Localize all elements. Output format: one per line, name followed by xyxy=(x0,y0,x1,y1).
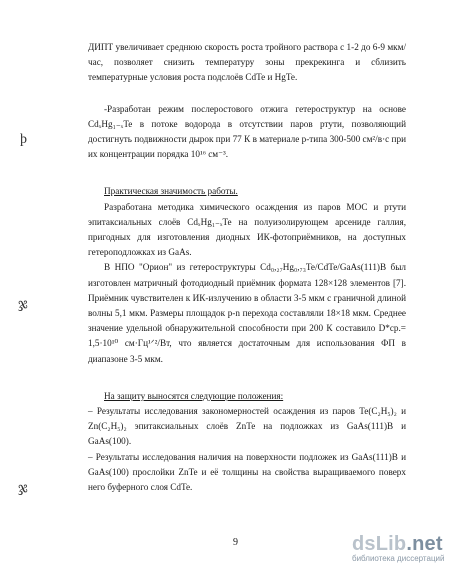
paragraph-growth-rate: ДИПТ увеличивает среднюю скорость роста тройного раствора с 1-2 до 6-9 мкм/час, позволяет снизить температуру зоны прекрекинга и сблизить температурные условия роста подслоёв CdTe и HgTe. xyxy=(88,42,406,83)
paragraph-annealing: -Разработан режим послеростового отжига гетероструктур на основе CdₓHg₁₋ₓTe в потоке водорода в отсутствии паров ртути, позволяющий достигнуть подвижности дырок при 77 К в материале р-типа 300-500 см²/в·с при их концентрации порядка 10¹⁶ см⁻³. xyxy=(88,103,406,160)
watermark-logo-main: dsLib xyxy=(352,533,407,555)
document-body xyxy=(88,40,406,495)
watermark-logo-domain: .net xyxy=(406,533,443,555)
section-heading-defense xyxy=(88,389,406,404)
section-heading-practical xyxy=(88,184,406,199)
margin-scan-mark-1: ϸ xyxy=(20,132,27,147)
watermark-subtitle: библиотека диссертаций xyxy=(352,554,445,563)
paragraph-result-1: – Результаты исследования закономерностей осаждения из паров Te(C₂H₅)₂ и Zn(C₂H₅)₂ эпитаксиальных слоёв ZnTe на подложках из GaAs(111)B и GaAs(100). xyxy=(88,406,406,447)
watermark[interactable] xyxy=(352,533,444,563)
margin-scan-mark-3: ჯ xyxy=(18,481,28,496)
paragraph-orion: В НПО "Орион" из гетероструктуры Cd₀,₂₇Hg₀,₇₃Te/CdTe/GaAs(111)B был изготовлен матричный фотодиодный приёмник формата 128×128 элементов [7]. Приёмник чувствителен к ИК-излучению в области 3-5 мкм с граничной длиной волны 5,1 мкм. Размеры площадок p-n перехода составляли 18×18 мкм. Среднее значение удельной обнаружительной способности при 200 К составило D*ср.= 1,5·10¹⁰ см·Гц¹ᐟ²/Вт, что является достаточным для использования ФП в диапазоне 3-5 мкм. xyxy=(88,262,406,364)
watermark-logo xyxy=(352,533,444,556)
section-heading-practical-text: Практическая значимость работы. xyxy=(104,186,238,197)
paragraph-method: Разработана методика химического осаждения из паров МОС и ртути эпитаксиальных слоёв CdₓHg₁₋ₓTe на полуизолирующем арсениде галлия, пригодных для изготовления диодных ИК-фотоприёмников, на доступных гетероподложках из GaAs. xyxy=(88,201,406,258)
section-heading-defense-text: На защиту выносятся следующие положения: xyxy=(104,390,284,401)
page-number: 9 xyxy=(233,537,238,548)
paragraph-result-2: – Результаты исследования наличия на поверхности подложек из GaAs(111)B и GaAs(100) прослойки ZnTe и её толщины на свойства выращиваемого поверх него буферного слоя CdTe. xyxy=(88,451,406,493)
margin-scan-mark-2: ჯ xyxy=(18,297,28,312)
